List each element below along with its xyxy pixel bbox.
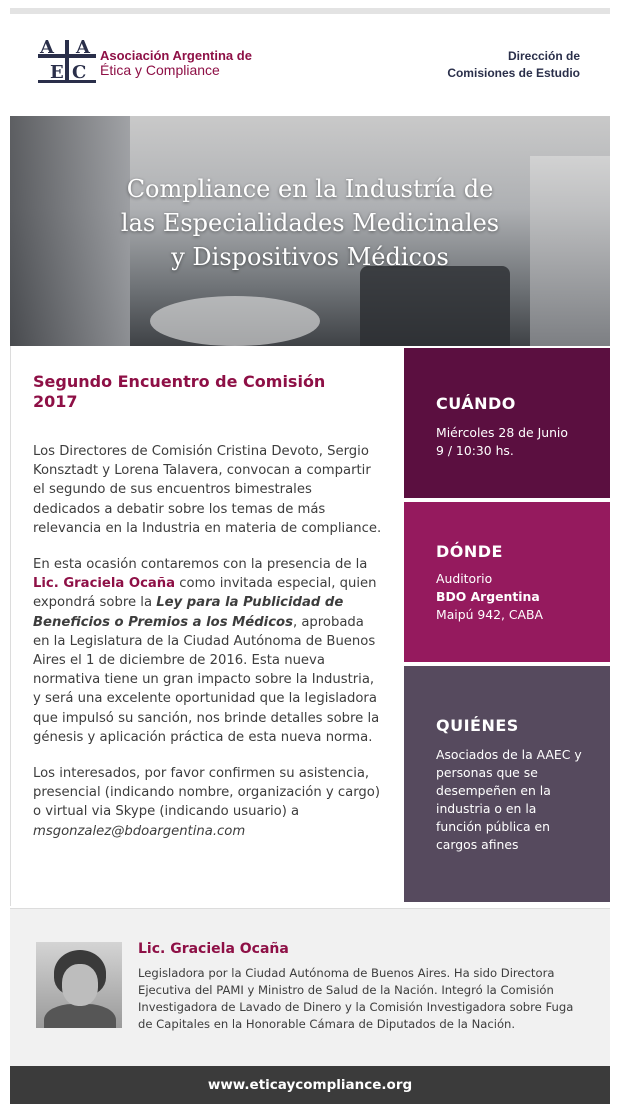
- speaker-name: Lic. Graciela Ocaña: [138, 941, 289, 957]
- paragraph-intro: Los Directores de Comisión Cristina Devoto, Sergio Konsztadt y Lorena Talavera, convocan a compartir el segundo de sus encuentros bimestrales dedicados a debatir sobre los temas de más relevancia en la Industria en materia de compliance.: [33, 444, 382, 536]
- organization-name: [100, 48, 252, 78]
- law-title: Ley para la Publicidad de Beneficios o Premios a los Médicos: [33, 595, 344, 630]
- where-panel: [404, 502, 610, 662]
- rsvp-email-link[interactable]: msgonzalez@bdoargentina.com: [33, 823, 246, 839]
- where-company: BDO Argentina: [436, 589, 540, 604]
- website-link[interactable]: www.eticaycompliance.org: [207, 1077, 413, 1093]
- paragraph-guest: [33, 555, 383, 747]
- when-panel: [404, 348, 610, 498]
- svg-text:E: E: [50, 62, 64, 83]
- aaec-logo: [36, 38, 100, 86]
- speaker-description: Legisladora por la Ciudad Autónoma de Buenos Aires. Ha sido Directora Ejecutiva del PAMI y Ministro de Salud de la Nación. Integró la Comisión Investigadora de Lavado de Dinero y la Comisión Investigadora sobre Fuga de Capitales en la Honorable Cámara de Diputados de la Nación.: [138, 966, 574, 1031]
- who-heading: QUIÉNES: [436, 716, 519, 735]
- hero-background-shape: [150, 296, 320, 346]
- hero-banner: [10, 116, 610, 346]
- top-divider: [10, 8, 610, 14]
- meeting-description: [33, 442, 383, 858]
- paragraph-guest-part1: En esta ocasión contaremos con la presencia de la: [33, 557, 368, 573]
- paragraph-rsvp: [33, 764, 383, 841]
- when-date: Miércoles 28 de Junio: [436, 425, 568, 440]
- who-details: Asociados de la AAEC y personas que se desempeñen en la industria o en la función pública en cargos afines: [436, 747, 582, 852]
- meeting-subtitle: Segundo Encuentro de Comisión 2017: [33, 372, 326, 411]
- department-name: [447, 48, 580, 82]
- dept-line1: Dirección de: [507, 49, 580, 63]
- rsvp-text: Los interesados, por favor confirmen su asistencia, presencial (indicando nombre, organización y cargo) o virtual via Skype (indicando usuario) a: [33, 766, 380, 820]
- guest-name: Lic. Graciela Ocaña: [33, 576, 176, 592]
- svg-text:C: C: [72, 62, 87, 83]
- speaker-photo-shape: [44, 1004, 116, 1028]
- dept-line2: Comisiones de Estudio: [447, 66, 580, 80]
- speaker-photo: [36, 942, 122, 1028]
- when-time: 9 / 10:30 hs.: [436, 443, 514, 458]
- hero-background-shape: [360, 266, 510, 346]
- svg-text:A: A: [40, 38, 54, 58]
- who-panel: [404, 666, 610, 902]
- hero-title-line2: las Especialidades Medicinales: [120, 209, 500, 237]
- when-heading: CUÁNDO: [436, 394, 516, 413]
- speaker-photo-shape: [62, 964, 98, 1006]
- org-name-line1: Asociación Argentina de: [100, 48, 252, 63]
- main-content: [10, 346, 404, 906]
- where-venue: Auditorio: [436, 571, 493, 586]
- org-name-line2: Ética y Compliance: [100, 62, 220, 78]
- where-heading: DÓNDE: [436, 542, 503, 561]
- hero-title-line3: y Dispositivos Médicos: [171, 243, 449, 271]
- svg-text:A: A: [76, 38, 90, 58]
- paragraph-guest-part3: , aprobada en la Legislatura de la Ciudad Autónoma de Buenos Aires el 1 de diciembre de 2016. Esta nueva normativa tiene un gran impacto sobre la Industria, y será una excelente oportunidad que la legisladora que impulsó su sanción, nos brinde detalles sobre la génesis y aplicación práctica de esta nueva norma.: [33, 614, 380, 745]
- hero-title: [10, 172, 610, 274]
- where-address: Maipú 942, CABA: [436, 607, 544, 622]
- hero-title-line1: Compliance en la Industría de: [126, 175, 494, 203]
- where-details: [436, 570, 596, 624]
- footer: [10, 1066, 610, 1104]
- when-details: [436, 424, 596, 460]
- paragraph-guest-part2: como invitada especial, quien expondrá sobre la: [33, 576, 377, 611]
- speaker-bio: [10, 908, 610, 1067]
